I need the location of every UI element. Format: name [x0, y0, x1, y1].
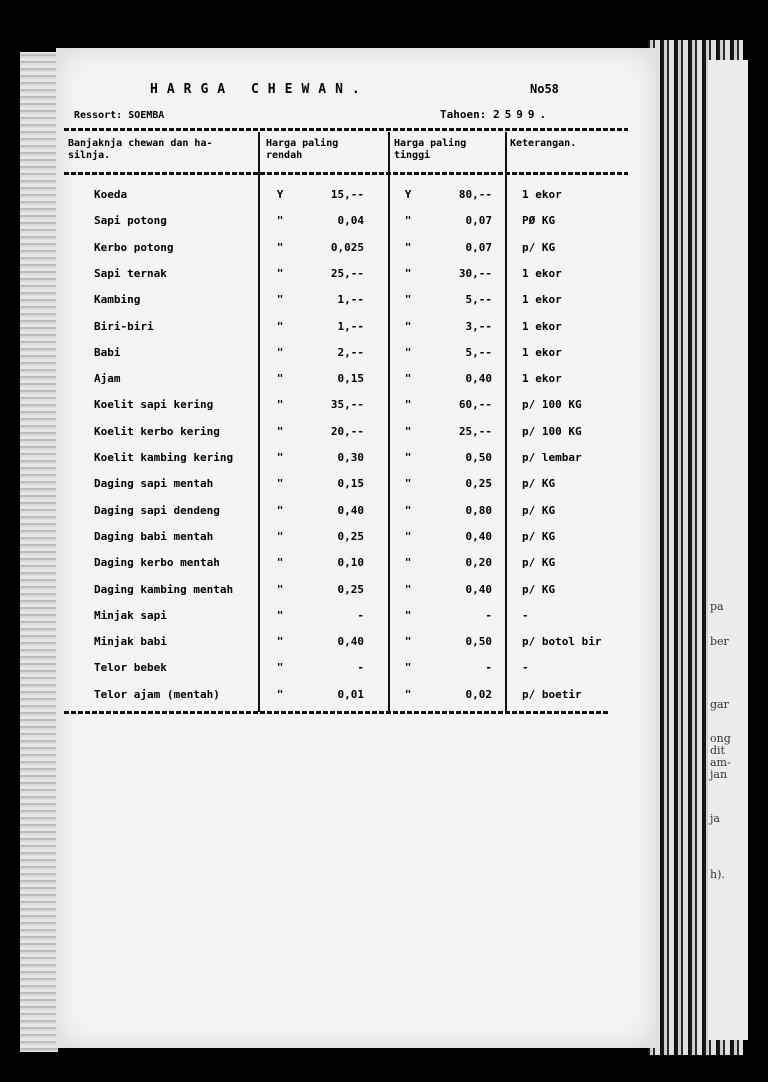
- table-row: [64, 346, 634, 372]
- high-price: 0,20: [465, 556, 492, 570]
- resort-line: [74, 110, 164, 121]
- table-row: [64, 661, 634, 687]
- left-page-edge: [20, 52, 58, 1052]
- high-price: 0,80: [465, 503, 492, 517]
- item-name: Telor ajam (mentah): [94, 687, 220, 701]
- resort-value: SOEMBA: [128, 110, 165, 121]
- item-name: Koeda: [94, 188, 128, 201]
- margin-fragment: gar: [710, 698, 729, 711]
- item-name: Minjak babi: [94, 635, 167, 649]
- low-price: 1,--: [337, 293, 364, 307]
- margin-fragment: am-: [710, 756, 731, 769]
- low-price: 0,10: [337, 556, 364, 570]
- high-ditto-mark: ": [404, 214, 412, 228]
- table-header-rule: [64, 172, 628, 175]
- unit-note: p/ KG: [522, 477, 556, 491]
- low-ditto-mark: ": [276, 608, 284, 622]
- high-price: 0,40: [465, 372, 492, 386]
- margin-fragment: ong: [710, 732, 731, 745]
- item-name: Sapi ternak: [94, 266, 167, 280]
- unit-note: 1 ekor: [522, 293, 562, 307]
- unit-note: p/ boetir: [522, 687, 582, 701]
- low-ditto-mark: ": [276, 240, 284, 254]
- item-name: Biri-biri: [94, 319, 154, 333]
- item-name: Koelit kambing kering: [94, 451, 234, 464]
- high-ditto-mark: ": [404, 398, 412, 412]
- low-price: 35,--: [330, 398, 364, 412]
- high-ditto-mark: ": [404, 635, 412, 649]
- low-ditto-mark: Y: [276, 188, 284, 201]
- high-price: -: [485, 608, 492, 622]
- high-ditto-mark: ": [404, 451, 412, 464]
- low-price: 0,15: [337, 372, 364, 386]
- item-name: Kerbo potong: [94, 240, 174, 254]
- item-name: Daging sapi dendeng: [94, 503, 220, 517]
- high-ditto-mark: ": [404, 503, 412, 517]
- low-price: 1,--: [337, 319, 364, 333]
- item-name: Ajam: [94, 372, 121, 386]
- margin-fragment: h).: [710, 868, 725, 881]
- low-ditto-mark: ": [276, 345, 284, 359]
- high-ditto-mark: ": [404, 319, 412, 333]
- header-low-price: Harga paling rendah: [266, 138, 339, 161]
- item-name: Minjak sapi: [94, 608, 167, 622]
- high-price: 30,--: [458, 266, 492, 280]
- high-price: 0,07: [465, 214, 492, 228]
- table-row: [64, 267, 634, 293]
- high-ditto-mark: ": [404, 582, 412, 596]
- low-ditto-mark: ": [276, 398, 284, 412]
- low-ditto-mark: ": [276, 687, 284, 701]
- table-row: [64, 504, 634, 530]
- unit-note: 1 ekor: [522, 345, 562, 359]
- table-row: [64, 688, 634, 714]
- low-ditto-mark: ": [276, 214, 284, 228]
- low-price: 0,025: [330, 240, 364, 254]
- table-row: [64, 241, 634, 267]
- low-ditto-mark: ": [276, 266, 284, 280]
- unit-note: p/ KG: [522, 503, 556, 517]
- low-price: 2,--: [337, 345, 364, 359]
- low-price: 0,01: [337, 687, 364, 701]
- low-price: 0,40: [337, 635, 364, 649]
- unit-note: PØ KG: [522, 214, 556, 228]
- header-high-price: Harga paling tinggi: [394, 138, 467, 161]
- adjacent-page-fragment: [708, 60, 748, 1040]
- item-name: Babi: [94, 345, 121, 359]
- unit-note: p/ KG: [522, 582, 556, 596]
- unit-note: 1 ekor: [522, 319, 562, 333]
- high-price: 0,02: [465, 687, 492, 701]
- high-ditto-mark: ": [404, 661, 412, 675]
- item-name: Kambing: [94, 293, 141, 307]
- table-row: [64, 556, 634, 582]
- item-name: Koelit kerbo kering: [94, 424, 220, 438]
- unit-note: -: [522, 661, 529, 675]
- low-price: 20,--: [330, 424, 364, 438]
- table-row: [64, 635, 634, 661]
- low-price: 25,--: [330, 266, 364, 280]
- high-price: 25,--: [458, 424, 492, 438]
- low-ditto-mark: ": [276, 556, 284, 570]
- high-ditto-mark: ": [404, 345, 412, 359]
- low-ditto-mark: ": [276, 582, 284, 596]
- table-row: [64, 320, 634, 346]
- table-row: [64, 530, 634, 556]
- unit-note: p/ KG: [522, 529, 556, 543]
- low-price: 0,40: [337, 503, 364, 517]
- item-name: Koelit sapi kering: [94, 398, 214, 412]
- table-row: [64, 214, 634, 240]
- low-price: 0,30: [337, 451, 364, 464]
- item-name: Daging kerbo mentah: [94, 556, 220, 570]
- unit-note: p/ 100 KG: [522, 424, 582, 438]
- year-label: Tahoen:: [440, 108, 487, 121]
- resort-label: Ressort:: [74, 110, 123, 121]
- year-value: 2599.: [492, 108, 552, 121]
- low-price: 0,25: [337, 582, 364, 596]
- low-ditto-mark: ": [276, 503, 284, 517]
- low-ditto-mark: ": [276, 661, 284, 675]
- unit-note: -: [522, 608, 529, 622]
- table-row: [64, 583, 634, 609]
- document-title: HARGA CHEWAN.: [150, 82, 369, 97]
- low-ditto-mark: ": [276, 424, 284, 438]
- high-ditto-mark: ": [404, 240, 412, 254]
- high-ditto-mark: ": [404, 556, 412, 570]
- table-row: [64, 372, 634, 398]
- unit-note: p/ botol bir: [522, 635, 602, 649]
- high-price: 0,40: [465, 582, 492, 596]
- high-ditto-mark: ": [404, 687, 412, 701]
- table-row: [64, 609, 634, 635]
- table-row: [64, 477, 634, 503]
- low-price: 0,15: [337, 477, 364, 491]
- unit-note: p/ 100 KG: [522, 398, 582, 412]
- header-item: Banjaknja chewan dan ha- silnja.: [68, 138, 213, 161]
- item-name: Daging sapi mentah: [94, 477, 214, 491]
- item-name: Sapi potong: [94, 214, 167, 228]
- low-price: -: [357, 661, 364, 675]
- high-price: 5,--: [465, 293, 492, 307]
- margin-fragment: dit: [710, 744, 725, 757]
- high-ditto-mark: ": [404, 424, 412, 438]
- high-ditto-mark: ": [404, 266, 412, 280]
- high-price: 5,--: [465, 345, 492, 359]
- low-price: 0,04: [337, 214, 364, 228]
- high-price: 0,25: [465, 477, 492, 491]
- unit-note: p/ KG: [522, 240, 556, 254]
- page-number: No58: [530, 82, 559, 96]
- item-name: Telor bebek: [94, 661, 167, 675]
- high-ditto-mark: ": [404, 477, 412, 491]
- high-price: 0,07: [465, 240, 492, 254]
- unit-note: p/ KG: [522, 556, 556, 570]
- high-price: 80,--: [458, 188, 492, 201]
- high-ditto-mark: ": [404, 529, 412, 543]
- header-note: Keterangan.: [510, 138, 577, 149]
- high-price: 3,--: [465, 319, 492, 333]
- low-price: -: [357, 608, 364, 622]
- high-ditto-mark: ": [404, 608, 412, 622]
- margin-fragment: pa: [710, 600, 724, 613]
- low-ditto-mark: ": [276, 635, 284, 649]
- low-ditto-mark: ": [276, 293, 284, 307]
- table-top-rule: [64, 128, 628, 131]
- unit-note: p/ lembar: [522, 451, 582, 464]
- low-ditto-mark: ": [276, 319, 284, 333]
- high-price: 60,--: [458, 398, 492, 412]
- low-ditto-mark: ": [276, 372, 284, 386]
- year-line: [440, 108, 551, 121]
- high-price: 0,50: [465, 635, 492, 649]
- table-row: [64, 188, 634, 214]
- low-ditto-mark: ": [276, 477, 284, 491]
- unit-note: 1 ekor: [522, 266, 562, 280]
- high-ditto-mark: ": [404, 293, 412, 307]
- low-ditto-mark: ": [276, 451, 284, 464]
- item-name: Daging babi mentah: [94, 529, 214, 543]
- table-row: [64, 293, 634, 319]
- margin-fragment: ja: [710, 812, 720, 825]
- high-price: 0,50: [465, 451, 492, 464]
- margin-fragment: jan: [710, 768, 728, 781]
- low-price: 0,25: [337, 529, 364, 543]
- high-price: -: [485, 661, 492, 675]
- low-ditto-mark: ": [276, 529, 284, 543]
- low-price: 15,--: [330, 188, 364, 201]
- high-ditto-mark: Y: [404, 188, 412, 201]
- high-price: 0,40: [465, 529, 492, 543]
- unit-note: 1 ekor: [522, 372, 562, 386]
- table-row: [64, 398, 634, 424]
- unit-note: 1 ekor: [522, 188, 562, 201]
- margin-fragment: ber: [710, 635, 729, 648]
- high-ditto-mark: ": [404, 372, 412, 386]
- table-row: [64, 451, 634, 477]
- item-name: Daging kambing mentah: [94, 582, 234, 596]
- table-row: [64, 425, 634, 451]
